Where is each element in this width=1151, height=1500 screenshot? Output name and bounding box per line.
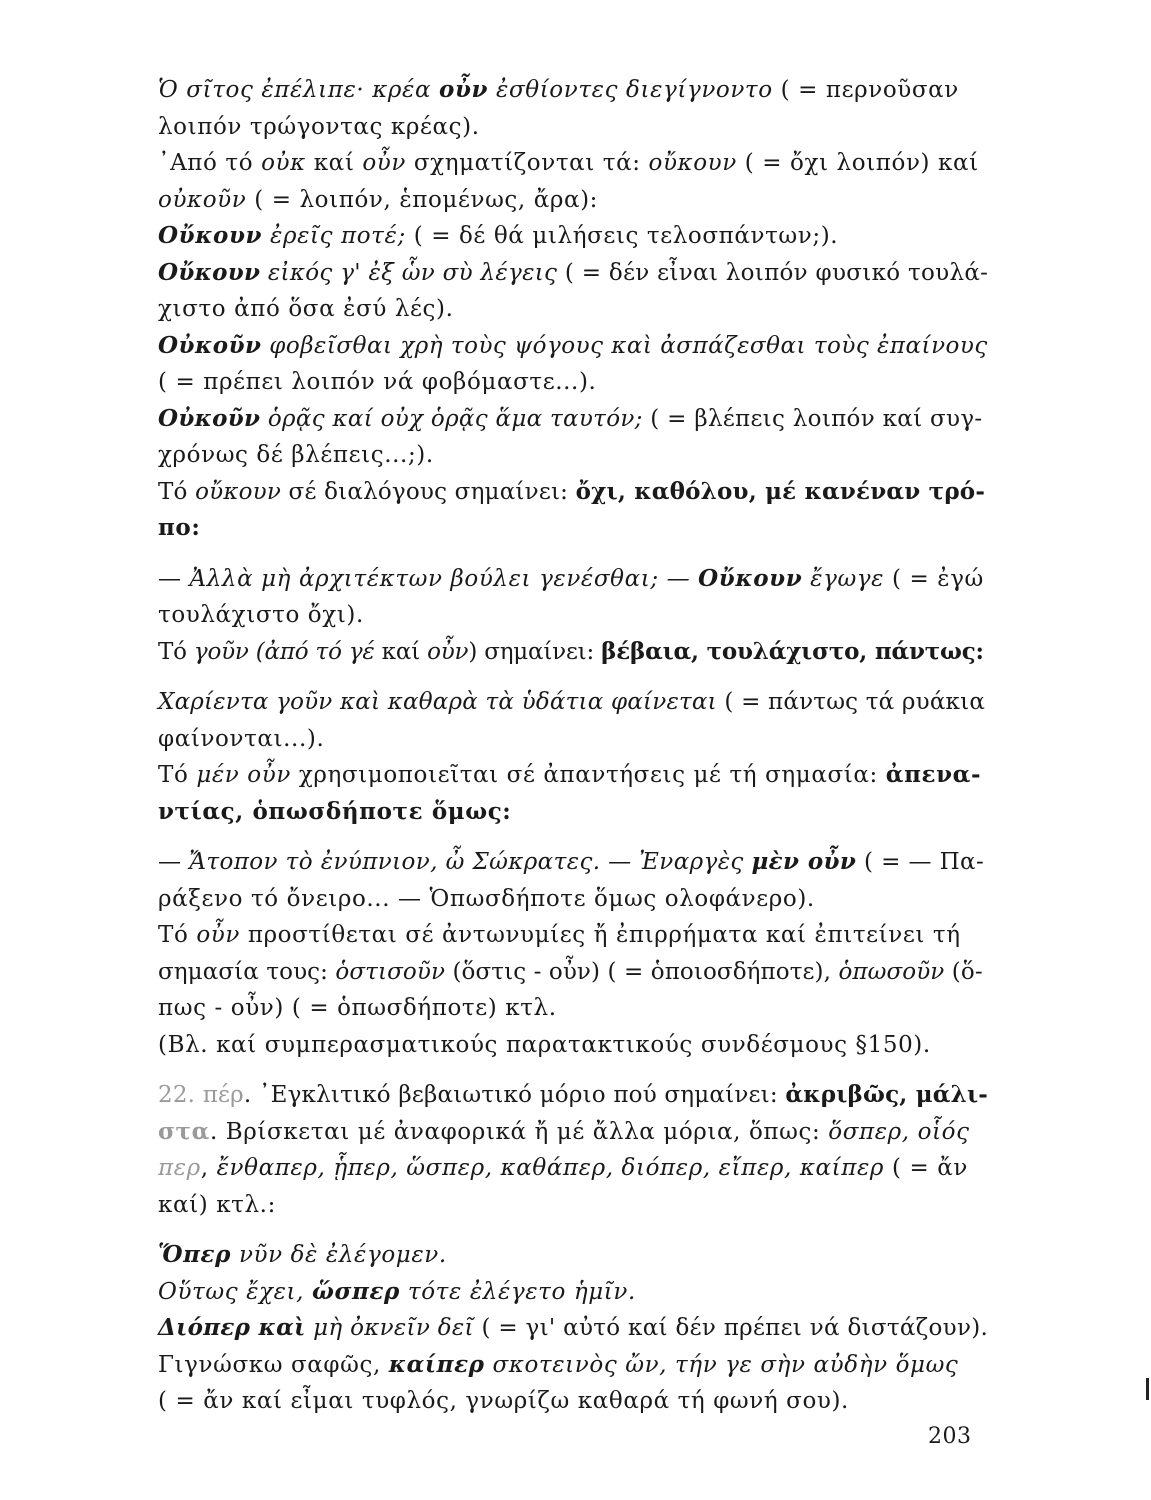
text-line: στα. Βρίσκεται μέ ἀναφορικά ἤ μέ ἄλλα μόρια, ὅπως: ὅσπερ, οἷός (158, 1117, 970, 1145)
text-line: Τό μέν οὖν χρησιμοποιεῖται σέ ἀπαντήσεις μέ τή σημασία: ἀπενα- (158, 761, 982, 788)
text-line: οὐκοῦν ( = λοιπόν, ἑπομένως, ἄρα): (158, 186, 599, 213)
text-line: ( = ἄν καί εἶμαι τυφλός, γνωρίζω καθαρά τή φωνή σου). (158, 1388, 849, 1414)
text-line: (Βλ. καί συμπερασματικούς παρατακτικούς συνδέσμους §150). (158, 1031, 931, 1058)
text-line: Ὅπερ νῦν δὲ ἐλέγομεν. (158, 1241, 447, 1268)
page-text (158, 72, 988, 1420)
text-line: ράξενο τό ὄνειρο... — Ὁπωσδήποτε ὅμως ολοφάνερο). (158, 885, 815, 912)
text-line: τουλάχιστο ὄχι). (158, 602, 364, 628)
page-number: 203 (928, 1424, 972, 1449)
text-line: χιστο ἀπό ὅσα ἐσύ λές). (158, 296, 454, 322)
text-line: χρόνως δέ βλέπεις...;). (158, 442, 434, 468)
text-line: περ, ἔνθαπερ, ᾗπερ, ὥσπερ, καθάπερ, διόπερ, εἴπερ, καίπερ ( = ἄν (158, 1155, 968, 1181)
text-line: Ὁ σῖτος ἐπέλιπε· κρέα οὖν ἐσθίοντες διεγίγνοντο ( = περνοῦσαν (158, 76, 959, 103)
text-line: Χαρίεντα γοῦν καὶ καθαρὰ τὰ ὑδάτια φαίνεται ( = πάντως τά ρυάκια (158, 689, 986, 715)
text-line: Οὔκουν ἐρεῖς ποτέ; ( = δέ θά μιλήσεις τελοσπάντων;). (158, 222, 839, 249)
text-line: ( = πρέπει λοιπόν νά φοβόμαστε...). (158, 369, 597, 395)
text-line: λοιπόν τρώγοντας κρέας). (158, 113, 480, 140)
text-line: ντίας, ὁπωσδήποτε ὅμως: (158, 797, 512, 825)
text-line: Οὕτως ἔχει, ὥσπερ τότε ἐλέγετο ἡμῖν. (158, 1277, 636, 1305)
text-line: Τό οὖν προστίθεται σέ ἀντωνυμίες ἤ ἐπιρρήματα καί ἐπιτείνει τή (158, 922, 961, 948)
section-22-heading: 22. πέρ. ᾿Εγκλιτικό βεβαιωτικό μόριο πού σημαίνει: ἀκριβῶς, μάλι- (158, 1081, 989, 1108)
text-line: φαίνονται...). (158, 725, 325, 752)
text-line: Οὐκοῦν φοβεῖσθαι χρὴ τοὺς ψόγους καὶ ἀσπάζεσθαι τοὺς ἐπαίνους (158, 331, 988, 359)
text-line: — Ἄτοπον τὸ ἐνύπνιον, ὦ Σώκρατες. — Ἐναργὲς μὲν οὖν ( = — Πα- (158, 848, 985, 875)
text-line: Τό γοῦν (ἀπό τό γέ καί οὖν) σημαίνει: βέβαια, τουλάχιστο, πάντως: (158, 637, 984, 665)
text-line: πως - οὖν) ( = ὁπωσδήποτε) κτλ. (158, 995, 557, 1021)
edge-mark (1146, 1378, 1149, 1400)
text-line: Διόπερ καὶ μὴ ὀκνεῖν δεῖ ( = γι' αὐτό καί δέν πρέπει νά διστάζουν). (158, 1314, 989, 1341)
text-line: Οὔκουν εἰκός γ' ἐξ ὧν σὺ λέγεις ( = δέν εἶναι λοιπόν φυσικό τουλά- (158, 258, 989, 286)
text-line: πο: (158, 514, 201, 541)
text-line: καί) κτλ.: (158, 1191, 276, 1218)
text-line: Οὐκοῦν ὁρᾷς καί οὐχ ὁρᾷς ἅμα ταυτόν; ( = βλέπεις λοιπόν καί συγ- (158, 404, 983, 432)
text-line: ᾿Από τό οὐκ καί οὖν σχηματίζονται τά: οὔκουν ( = ὄχι λοιπόν) καί (158, 150, 979, 176)
text-line: Γιγνώσκω σαφῶς, καίπερ σκοτεινὸς ὤν, τήν γε σὴν αὐδὴν ὅμως (158, 1350, 959, 1378)
text-line: — Ἀλλὰ μὴ ἀρχιτέκτων βούλει γενέσθαι; — Οὔκουν ἔγωγε ( = ἐγώ (158, 564, 984, 592)
text-line: Τό οὔκουν σέ διαλόγους σημαίνει: ὄχι, καθόλου, μέ κανέναν τρό- (158, 477, 986, 505)
text-line: σημασία τους: ὁστισοῦν (ὅστις - οὖν) ( = ὁποιοσδήποτε), ὁπωσοῦν (ὅ- (158, 958, 983, 985)
